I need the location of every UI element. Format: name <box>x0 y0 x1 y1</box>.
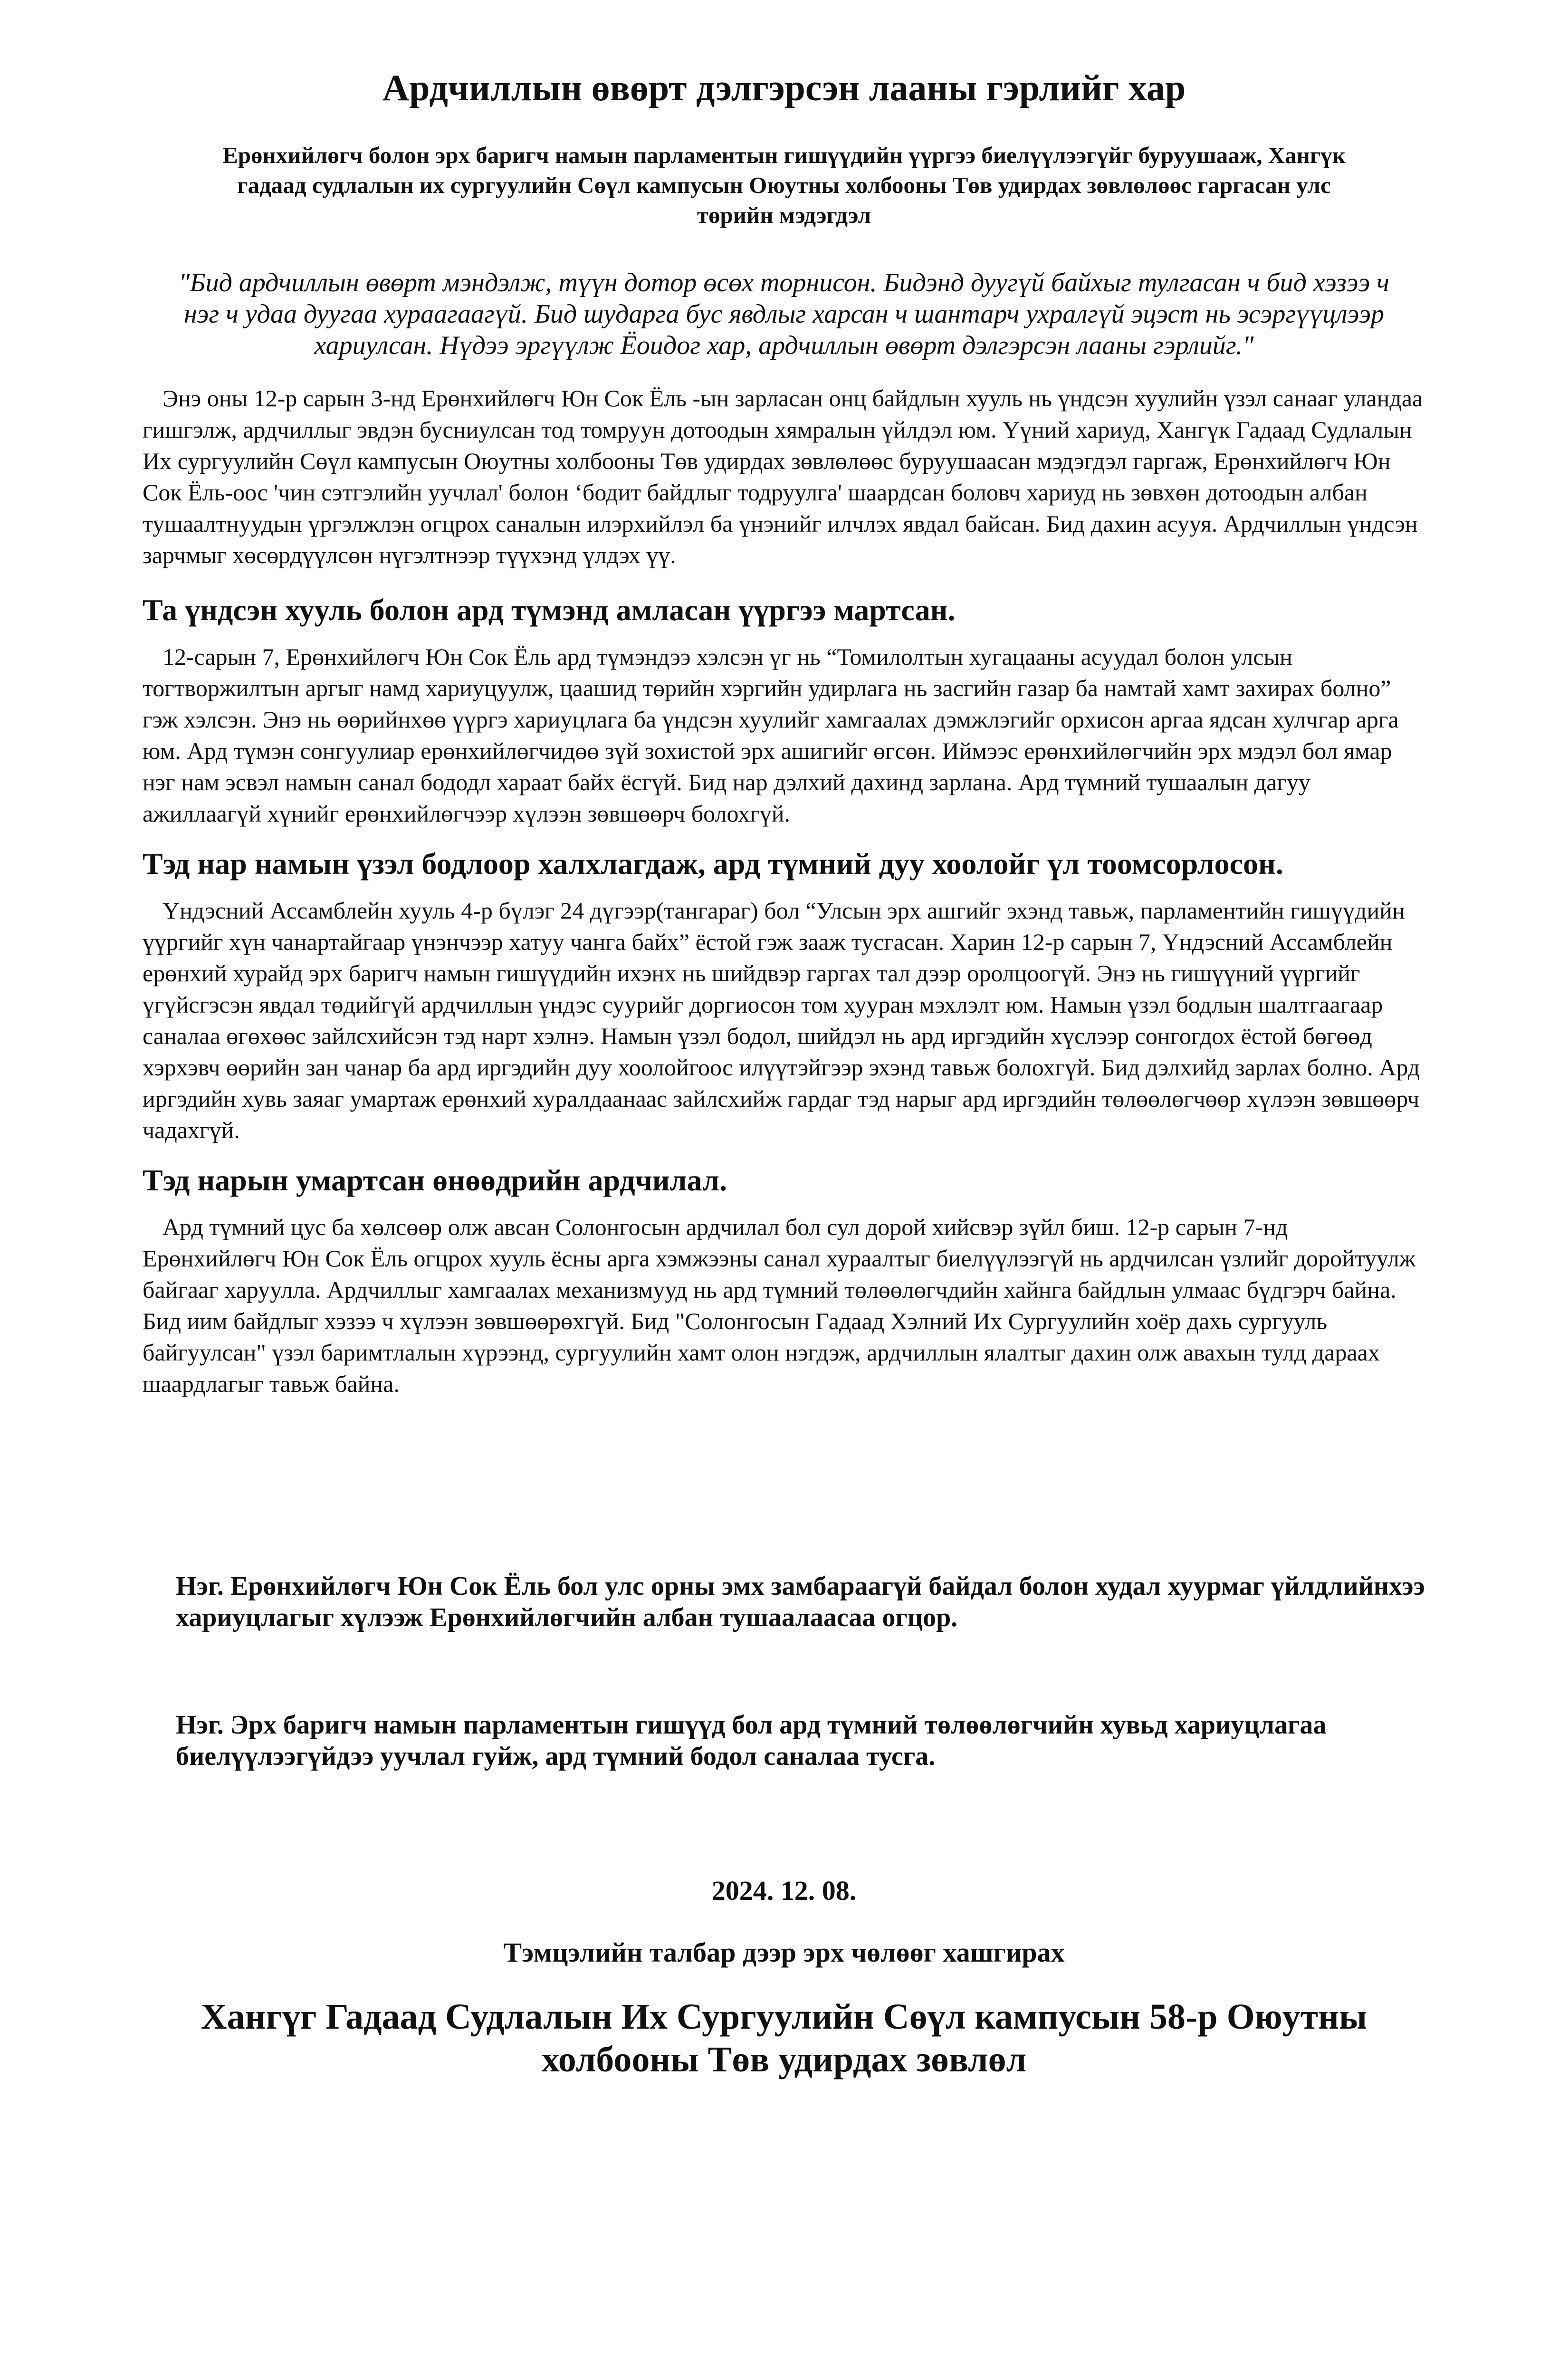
section-heading-party: Тэд нар намын үзэл бодлоор халхлагдаж, ард түмний дуу хоолойг үл тоомсорлосон. <box>143 847 1283 881</box>
paragraph-constitution: 12-сарын 7, Ерөнхийлөгч Юн Сок Ёль ард түмэндээ хэлсэн үг нь “Томилолтын хугацааны асуудал болон улсын тогтворжилтын аргыг намд хариуцуулж, цаашид төрийн хэргийн удирлага нь засгийн газар ба намтай хамт захирах болно” гэж хэлсэн. Энэ нь өөрийнхөө үүргэ хариуцлага ба үндсэн хуулийг хамгаалах дэмжлэгийг орхисон аргаа ядсан хулчгар арга юм. Ард түмэн сонгуулиар ерөнхийлөгчидөө зүй зохистой эрх ашигийг өгсөн. Иймээс ерөнхийлөгчийн эрх мэдэл бол ямар нэг нам эсвэл намын санал бододл хараат байх ёсгүй. Бид нар дэлхий дахинд зарлана. Ард түмний тушаалын дагуу ажиллаагүй хүнийг ерөнхийлөгчээр хүлээн зөвшөөрч болохгүй. <box>143 643 1399 827</box>
statement-slogan: Тэмцэлийн талбар дээр эрх чөлөөг хашгирах <box>503 1937 1065 1968</box>
statement-date: 2024. 12. 08. <box>711 1875 857 1906</box>
document-subtitle: Ерөнхийлөгч болон эрх баригч намын парламентын гишүүдийн үүргээ биелүүлээгүйг буруушааж, Хангүк гадаад судлалын их сургуулийн Сөүл кампусын Оюутны холбооны Төв удирдах зөвлөлөөс гаргасан улс төрийн мэдэгдэл <box>222 142 1346 228</box>
paragraph-intro: Энэ оны 12-р сарын 3-нд Ерөнхийлөгч Юн Сок Ёль -ын зарласан онц байдлын хууль нь үндсэн хуулийн үзэл санааг уландаа гишгэлж, ардчиллыг эвдэн бусниулсан тод томруун дотоодын хямралын үйлдэл юм. Үүний хариуд, Хангүк Гадаад Судлалын Их сургуулийн Сөүл кампусын Оюутны холбооны Төв удирдах зөвлөлөөс буруушаасан мэдэгдэл гаргаж, Ерөнхийлөгч Юн Сок Ёль-оос 'чин сэтгэлийн уучлал' болон ‘бодит байдлыг тодруулга' шаардсан боловч хариуд нь зөвхөн дотоодын албан тушаалтнуудын үргэлжлэн огцрох саналын илэрхийлэл ба үнэнийг илчлэх явдал байсан. Бид дахин асууя. Ардчиллын үндсэн зарчмыг хөсөрдүүлсөн нүгэлтнээр түүхэнд үлдэх үү. <box>143 385 1423 568</box>
document-title: Ардчиллын өвөрт дэлгэрсэн лааны гэрлийг хар <box>382 67 1186 108</box>
paragraph-party: Үндэсний Ассамблейн хууль 4-р бүлэг 24 дүгээр(тангараг) бол “Улсын эрх ашгийг эхэнд тавьж, парламентийн гишүүдийн үүргийг хүн чанартайгаар үнэнчээр хатуу чанга байх” ёстой гэж зааж тусгасан. Харин 12-р сарын 7, Үндэсний Ассамблейн ерөнхий хурайд эрх баригч намын гишүүдийн ихэнх нь шийдвэр гаргах тал дээр оролцоогүй. Энэ нь гишүүний үүргийг үгүйсгэсэн явдал төдийгүй ардчиллын үндэс суурийг доргиосон том хууран мэхлэлт юм. Намын үзэл бодлын шалтгаагаар саналаа өгөхөөс зайлсхийсэн тэд нарт хэлнэ. Намын үзэл бодол, шийдэл нь ард иргэдийн хүслээр сонгогдох ёстой бөгөөд хэрхэвч өөрийн зан чанар ба ард иргэдийн дуу хоолойгоос илүүтэйгээр эхэнд тавьж болохгүй. Бид дэлхийд зарлах болно. Ард иргэдийн хувь заяаг умартаж ерөнхий хуралдаанаас зайлсхийж гардаг тэд нарыг ард иргэдийн төлөөлөгчөөр хүлээн зөвшөөрч чадахгүй. <box>143 897 1420 1143</box>
opening-quote: "Бид ардчиллын өвөрт мэндэлж, түүн дотор өсөх торнисон. Бидэнд дуугүй байхыг тулгасан ч бид хэзээ ч нэг ч удаа дуугаа хураагаагүй. Бид шударга бус явдлыг харсан ч шантарч ухралгүй эцэст нь эсэргүүцлээр хариулсан. Нүдээ эргүүлж Ёоидог хар, ардчиллын өвөрт дэлгэрсэн лааны гэрлийг." <box>179 268 1389 360</box>
demand-resignation: Нэг. Ерөнхийлөгч Юн Сок Ёль бол улс орны эмх замбараагүй байдал болон худал хуурмаг үйлдлийнхээ хариуцлагыг хүлээж Ерөнхийлөгчийн албан тушаалаасаа огцор. <box>176 1571 1425 1632</box>
paragraph-democracy: Ард түмний цус ба хөлсөөр олж авсан Солонгосын ардчилал бол сул дорой хийсвэр зүйл биш. 12-р сарын 7-нд Ерөнхийлөгч Юн Сок Ёль огцрох хууль ёсны арга хэмжээны санал хураалтыг биелүүлээгүй нь ардчилсан үзлийг доройтуулж байгааг харуулла. Ардчиллыг хамгаалах механизмууд нь ард түмний төлөөлөгчдийн хайнга байдлын улмаас бүдгэрч байна. Бид иим байдлыг хэзээ ч хүлээн зөвшөөрөхгүй. Бид "Солонгосын Гадаад Хэлний Их Сургуулийн хоёр дахь сургууль байгуулсан" үзэл баримтлалын хүрээнд, сургуулийн хамт олон нэгдэж, ардчиллын ялалтыг дахин олж авахын тулд дараах шаардлагыг тавьж байна. <box>143 1214 1416 1397</box>
issuing-organization: Хангүг Гадаад Судлалын Их Сургуулийн Сөүл кампусын 58-р Оюутны холбооны Төв удирдах зөвлөл <box>201 1997 1367 2079</box>
section-heading-constitution: Та үндсэн хууль болон ард түмэнд амласан үүргээ мартсан. <box>143 593 956 627</box>
demand-apology: Нэг. Эрх баригч намын парламентын гишүүд бол ард түмний төлөөлөгчийн хувьд хариуцлагаа биелүүлээгүйдээ уучлал гуйж, ард түмний бодол саналаа тусга. <box>176 1710 1327 1771</box>
section-heading-democracy: Тэд нарын умартсан өнөөдрийн ардчилал. <box>143 1163 727 1197</box>
